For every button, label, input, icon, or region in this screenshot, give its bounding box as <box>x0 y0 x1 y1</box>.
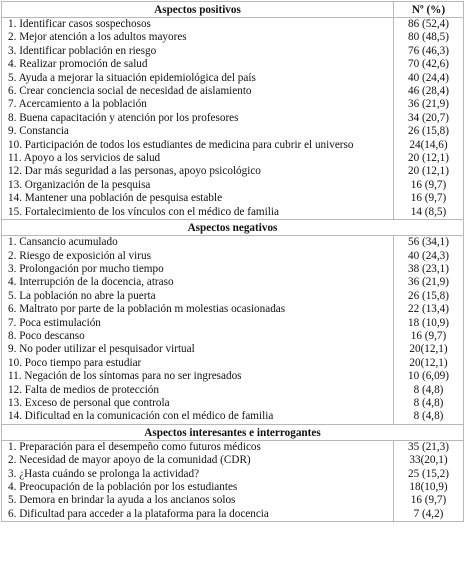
interesting-item-label: 6. Dificultad para acceder a la plataforma para la docencia <box>8 507 269 520</box>
negative-item-value: 8 (4,8) <box>413 410 444 423</box>
negative-item-value: 8 (4,8) <box>413 383 444 396</box>
positive-item-label: 3. Identificar población en riesgo <box>8 44 157 57</box>
negative-values-cell <box>394 236 464 425</box>
negative-item-label: 5. La población no abre la puerta <box>8 289 156 302</box>
interesting-item-label: 4. Preocupación de la población por los estudiantes <box>8 481 238 493</box>
interesting-item-value: 18(10,9) <box>409 481 448 493</box>
positive-item-value: 36 (21,9) <box>407 98 449 111</box>
positive-labels-cell <box>2 18 394 220</box>
positive-item-value: 20 (12,1) <box>407 152 449 165</box>
interesting-labels-cell <box>2 440 394 521</box>
positive-body-row <box>2 18 464 220</box>
negative-item-label: 14. Dificultad en la comunicación con el médico de familia <box>8 410 274 423</box>
positive-item-value: 80 (48,5) <box>407 31 449 44</box>
interesting-item-value: 35 (21,3) <box>407 440 449 453</box>
positive-item-label: 6. Crear conciencia social de necesidad de aislamiento <box>8 85 252 98</box>
positive-section-header: Aspectos positivos <box>2 2 394 18</box>
positive-item-value: 46 (28,4) <box>407 85 449 98</box>
positive-item-label: 9. Constancia <box>8 125 69 138</box>
positive-item-value: 14 (8,5) <box>410 205 447 218</box>
negative-item-label: 9. No poder utilizar el pesquisador virtual <box>8 343 195 356</box>
positive-item-label: 7. Acercamiento a la población <box>8 98 147 111</box>
count-column-header: Nº (%) <box>394 2 464 18</box>
positive-item-label: 13. Organización de la pesquisa <box>8 178 151 191</box>
negative-item-value: 10 (6,09) <box>407 370 449 383</box>
negative-item-label: 10. Poco tiempo para estudiar <box>8 356 142 369</box>
negative-item-label: 6. Maltrato por parte de la población m molestias ocasionadas <box>8 303 286 316</box>
positive-item-label: 1. Identificar casos sospechosos <box>8 18 151 30</box>
interesting-header-row <box>2 424 464 440</box>
positive-item-label: 2. Mejor atención a los adultos mayores <box>8 31 187 44</box>
negative-item-value: 18 (10,9) <box>407 316 449 329</box>
negative-item-value: 56 (34,1) <box>407 236 449 249</box>
interesting-item-label: 5. Demora en brindar la ayuda a los ancianos solos <box>8 494 236 507</box>
negative-item-label: 8. Poco descanso <box>8 329 85 342</box>
negative-item-label: 2. Riesgo de exposición al virus <box>8 249 151 262</box>
negative-item-label: 13. Exceso de personal que controla <box>8 396 170 409</box>
negative-item-label: 1. Cansancio acumulado <box>8 236 118 249</box>
negative-labels-cell <box>2 236 394 425</box>
positive-item-label: 12. Dar más seguridad a las personas, apoyo psicológico <box>8 165 261 178</box>
positive-item-value: 24(14,6) <box>409 138 448 151</box>
negative-item-value: 20(12,1) <box>409 356 448 369</box>
negative-item-label: 4. Interrupción de la docencia, atraso <box>8 276 174 289</box>
positive-item-label: 4. Realizar promoción de salud <box>8 58 148 71</box>
negative-item-label: 11. Negación de los síntomas para no ser ingresados <box>8 370 242 383</box>
positive-item-label: 15. Fortalecimiento de los vínculos con el médico de familia <box>8 205 279 218</box>
interesting-item-label: 3. ¿Hasta cuándo se prolonga la actividad? <box>8 467 200 480</box>
negative-item-value: 20(12,1) <box>409 343 448 356</box>
positive-item-value: 34 (20,7) <box>407 111 449 124</box>
positive-item-value: 16 (9,7) <box>410 192 447 205</box>
negative-item-label: 3. Prolongación por mucho tiempo <box>8 262 164 275</box>
interesting-values-cell <box>394 440 464 521</box>
positive-item-label: 10. Participación de todos los estudiantes de medicina para cubrir el universo <box>8 138 354 151</box>
negative-item-value: 38 (23,1) <box>407 262 449 275</box>
negative-item-value: 26 (15,8) <box>407 289 449 302</box>
interesting-item-value: 33(20,1) <box>409 454 448 467</box>
interesting-body-row <box>2 440 464 521</box>
negative-item-value: 16 (9,7) <box>410 329 447 342</box>
negative-section-header: Aspectos negativos <box>2 220 464 236</box>
positive-item-value: 16 (9,7) <box>410 178 447 191</box>
aspects-table-container <box>1 1 463 522</box>
positive-item-value: 26 (15,8) <box>407 125 449 138</box>
interesting-item-value: 7 (4,2) <box>413 507 444 520</box>
negative-item-value: 22 (13,4) <box>407 303 449 316</box>
positive-item-label: 14. Mantener una población de pesquisa estable <box>8 192 223 205</box>
positive-item-label: 11. Apoyo a los servicios de salud <box>8 152 161 165</box>
interesting-section-header: Aspectos interesantes e interrogantes <box>2 424 464 440</box>
positive-item-label: 8. Buena capacitación y atención por los profesores <box>8 111 239 124</box>
positive-item-value: 76 (46,3) <box>407 44 449 57</box>
negative-item-value: 36 (21,9) <box>407 276 449 289</box>
interesting-item-value: 25 (15,2) <box>407 467 449 480</box>
interesting-item-label: 2. Necesidad de mayor apoyo de la comunidad (CDR) <box>8 454 251 467</box>
aspects-table <box>1 1 464 522</box>
negative-body-row <box>2 236 464 425</box>
negative-item-value: 8 (4,8) <box>413 396 444 409</box>
interesting-item-label: 1. Preparación para el desempeño como futuros médicos <box>8 440 261 453</box>
positive-values-cell <box>394 18 464 220</box>
positive-item-value: 70 (42,6) <box>407 58 449 71</box>
positive-item-label: 5. Ayuda a mejorar la situación epidemiológica del país <box>8 71 256 84</box>
positive-item-value: 86 (52,4) <box>407 18 449 30</box>
positive-header-row <box>2 2 464 18</box>
positive-item-value: 20 (12,1) <box>407 165 449 178</box>
negative-item-value: 40 (24,3) <box>407 249 449 262</box>
negative-item-label: 7. Poca estimulación <box>8 316 101 329</box>
negative-header-row <box>2 220 464 236</box>
positive-item-value: 40 (24,4) <box>407 71 449 84</box>
interesting-item-value: 16 (9,7) <box>410 494 447 507</box>
negative-item-label: 12. Falta de medios de protección <box>8 383 159 396</box>
